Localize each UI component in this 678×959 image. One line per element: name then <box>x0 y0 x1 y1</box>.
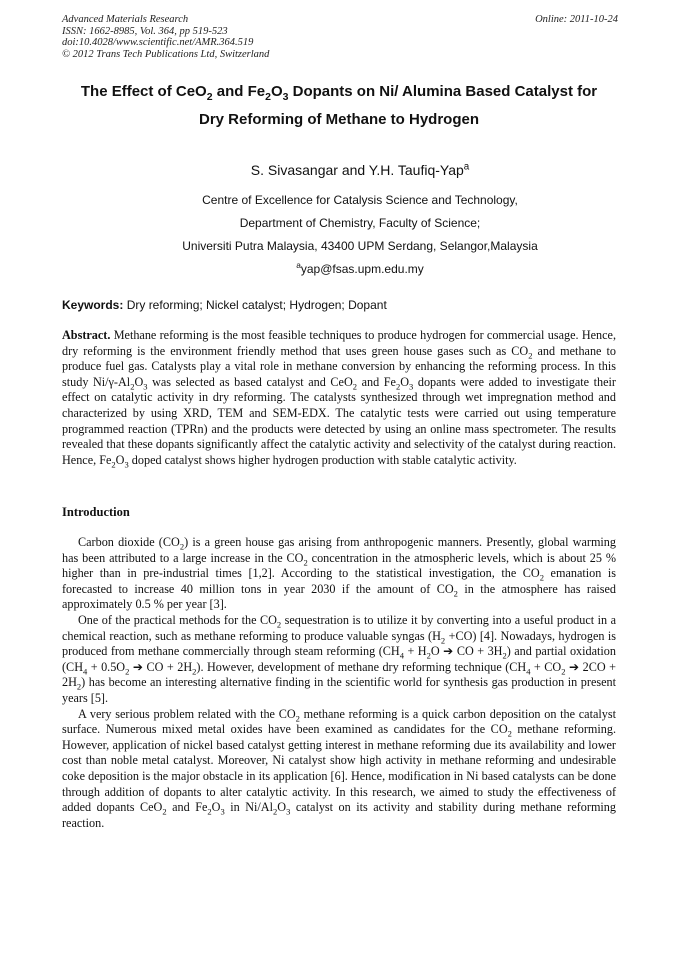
affiliation-line-3: Universiti Putra Malaysia, 43400 UPM Serdang, Selangor,Malaysia <box>182 239 538 253</box>
paragraph-2: One of the practical methods for the $CO_2$ sequestration is to utilize it by converting into a useful product in a chemical reaction, such as methane reforming to produce valuable syngas $(H_2 +CO)$ [4]. Nowadays, hydrogen is produced from methane commercially through steam reforming ($CH_4 + H_2O$ ➔ CO + $3H_2$) and partial oxidation ($CH_4 + 0.5O_2$ ➔ CO + $2H_2$). However, development of methane dry reforming technique ($CH_4 + CO_2$ ➔ $2CO + 2H_2$) has become an interesting alternative finding in the scientific world for synthesis gas production in present years [5]. <box>62 612 616 705</box>
introduction-body <box>62 535 616 831</box>
paragraph-3: A very serious problem related with the $CO_2$ methane reforming is a quick carbon deposition on the catalyst surface. Numerous mixed metal oxides have been examined as candidates for the $CO_2$ methane reforming. However, application of nickel based catalyst getting interest in methane reforming due its availability and lower cost than noble metal catalyst. Moreover, Ni catalyst show high activity in methane reforming and undesirable coke deposition is the major obstacle in its application [6]. Hence, modification in Ni based catalysts can be done through addition of dopants to alter catalytic activity. In this research, we aimed to study the effectiveness of added dopants CeO$_2$ and $Fe_2O_3$ in $Ni/Al_2O_3$ catalyst on its activity and stability during methane reforming reaction. <box>62 706 616 830</box>
affiliation-line-2: Department of Chemistry, Faculty of Science; <box>239 216 481 230</box>
title-line-2: Dry Reforming of Methane to Hydrogen <box>198 111 479 128</box>
doi-line: doi:10.4028/www.scientific.net/AMR.364.519 <box>62 37 254 48</box>
keywords-label: Keywords: <box>62 298 124 312</box>
title-line-1: The Effect of CeO$_2$ and $Fe_2O_3$ Dopants on Ni/ Alumina Based Catalyst for <box>80 83 598 103</box>
affiliation <box>62 189 658 281</box>
section-heading-introduction: Introduction <box>62 505 130 519</box>
authors: S. Sivasangar and Y.H. Taufiq-Yap$^a$ <box>250 161 470 178</box>
keywords: Keywords: Dry reforming; Nickel catalyst; Hydrogen; Dopant <box>62 298 387 312</box>
journal-header <box>62 14 618 60</box>
paper-title <box>40 78 638 134</box>
copyright-line: © 2012 Trans Tech Publications Ltd, Switzerland <box>62 48 270 60</box>
journal-name: Advanced Materials Research <box>62 14 189 25</box>
email[interactable]: $^a$yap@fsas.upm.edu.my <box>296 260 424 276</box>
abstract-label: Abstract. <box>62 328 111 342</box>
issn-line: ISSN: 1662-8985, Vol. 364, pp 519-523 <box>62 25 228 37</box>
abstract: Abstract. Methane reforming is the most feasible techniques to produce hydrogen for commercial usage. Hence, dry reforming is the environment friendly method that uses green house gases such as $CO_2$ and methane to produce fuel gas. Catalysts play a vital role in methane conversion by enhancing the reforming process. In this study $Ni/\gamma-Al_2O_3$ was selected as based catalyst and CeO$_2$ and $Fe_2O_3$ dopants were added to investigate their effect on catalytic activity in dry reforming. The catalysts synthesized through wet impregnation method and characterized by using XRD, TEM and SEM-EDX. The catalytic tests were carried out using temperature programmed reaction (TPRn) and the products were detected by using an online mass spectrometer. The results revealed that these dopants significantly affect the catalytic activity and selectivity of the catalyst during reaction. Hence, $Fe_2O_3$ doped catalyst shows higher hydrogen production with stable catalytic activity. <box>62 328 616 470</box>
paragraph-1: Carbon dioxide $(CO_2)$ is a green house gas arising from anthropogenic manners. Presently, global warming has been attributed to a large increase in the $CO_2$ concentration in the atmospheric levels, which is about 25 % higher than in pre-industrial times [1,2]. According to the statistical investigation, the $CO_2$ emanation is forecasted to increase 40 million tons in year 2030 if the amount of $CO_2$ in the atmosphere has raised approximately 0.5 % per year [3]. <box>62 535 617 612</box>
online-date: Online: 2011-10-24 <box>535 14 618 25</box>
affiliation-line-1: Centre of Excellence for Catalysis Science and Technology, <box>202 193 518 207</box>
